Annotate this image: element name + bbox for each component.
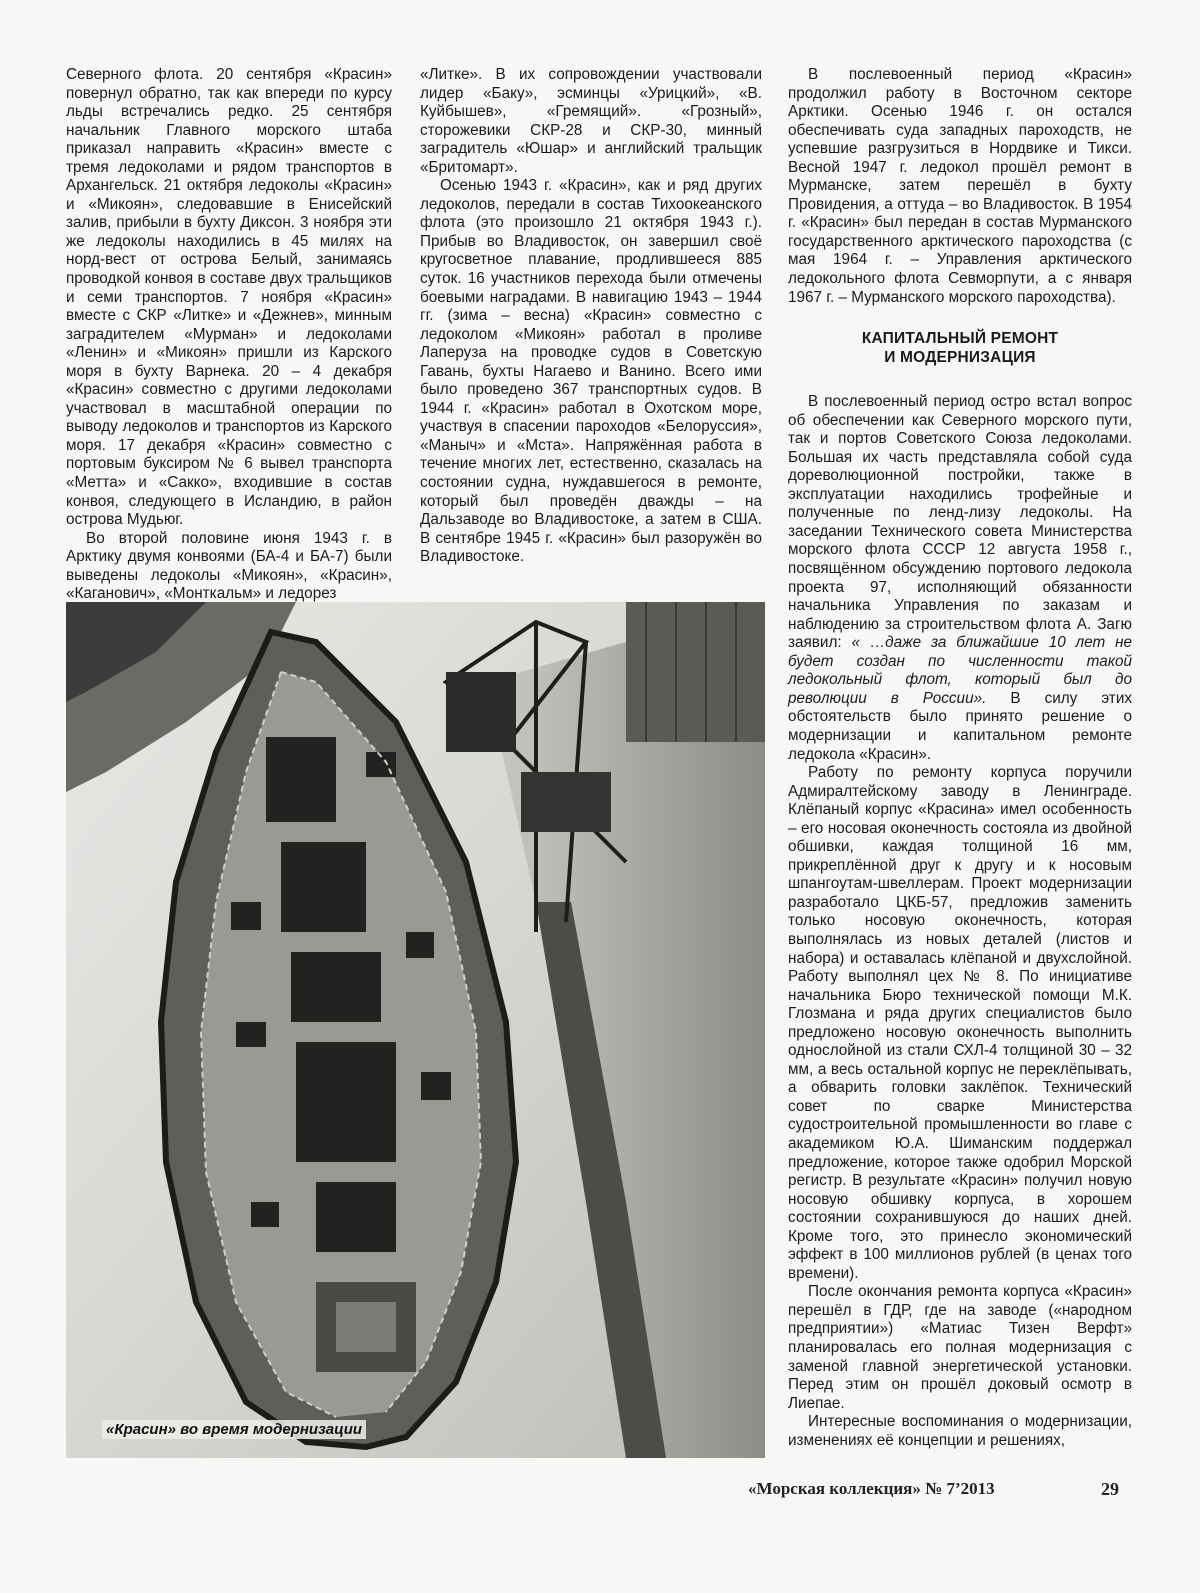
text-column-2 <box>420 66 762 567</box>
section-heading <box>788 329 1132 367</box>
text-column-1 <box>66 66 392 604</box>
paragraph: Во второй половине июня 1943 г. в Арктику двумя конвоями (БА-4 и БА-7) были выведены ледоколы «Микоян», «Красин», «Каганович», «Монткальм» и ледорез <box>66 530 392 604</box>
paragraph <box>788 393 1132 764</box>
icebreaker-photo-illustration <box>66 602 765 1458</box>
paragraph: Работу по ремонту корпуса поручили Адмиралтейскому заводу в Ленинграде. Клёпаный корпус «Красина» имел особенность – его носовая оконечность состояла из двойной обшивки, каждая толщиной 16 мм, прикреплённой друг к другу и к носовым шпангоутам-швеллерам. Проект модернизации разработало ЦКБ-57, предложив заменить только носовую оконечность, которая выполнялась из новых деталей (листов и набора) и оставалась клёпаной и двухслойной. Работу выполнял цех № 8. По инициативе начальника Бюро технической помощи М.К. Глозмана и ряда других специалистов было предложено носовую оконечность выполнить однослойной из стали СХЛ-4 толщиной 30 – 32 мм, а весь остальной корпус не переклёпывать, а обварить головки заклёпок. Технический совет по сварке Министерства судостроительной промышленности во главе с академиком Ю.А. Шиманским поддержал предложение, которое также одобрил Морской регистр. В результате «Красин» получил новую носовую обшивку корпуса, в хорошем состоянии сохранившуюся до наших дней. Кроме того, это принесло экономический эффект в 100 миллионов рублей (в ценах того времени). <box>788 764 1132 1283</box>
paragraph-text: В силу этих обстоятельств было принято решение о модернизации и капитальном ремонте ледокола «Красин». <box>788 690 1132 763</box>
text-column-3 <box>788 66 1132 1450</box>
paragraph: Осенью 1943 г. «Красин», как и ряд других ледоколов, передали в состав Тихоокеанского флота (это произошло 21 октября 1943 г.). Прибыв во Владивосток, он завершил своё кругосветное плавание, продлившееся 885 суток. 16 участников перехода были отмечены боевыми наградами. В навигацию 1943 – 1944 гг. (зима – весна) «Красин» совместно с ледоколом «Микоян» работал в проливе Лаперуза на проводке судов в Советскую Гавань, бухты Нагаево и Ванино. Всего ими было проведено 367 транспортных судов. В 1944 г. «Красин» работал в Охотском море, участвуя в спасении пароходов «Белоруссия», «Маныч» и «Мста». Напряжённая работа в течение многих лет, естественно, сказалась на состоянии судна, нуждавшегося в ремонте, который был проведён дважды – на Дальзаводе во Владивостоке, а затем в США. В сентябре 1945 г. «Красин» был разоружён во Владивостоке. <box>420 177 762 566</box>
paragraph: «Литке». В их сопровождении участвовали лидер «Баку», эсминцы «Урицкий», «В. Куйбышев», «Гремящий». «Грозный», сторожевики СКР-28 и СКР-30, минный заградитель «Юшар» и английский тральщик «Бритомарт». <box>420 66 762 177</box>
quote-text: « …даже за ближайшие 10 лет не будет создан по численности такой ледокольный флот, который был до революции в России». <box>788 634 1132 707</box>
paragraph: В послевоенный период «Красин» продолжил работу в Восточном секторе Арктики. Осенью 1946 г. он остался обеспечивать суда западных пароходств, не успевшие разгрузиться в Нордвике и Тикси. Весной 1947 г. ледокол прошёл ремонт в Мурманске, затем перешёл в бухту Провидения, а оттуда – во Владивосток. В 1954 г. «Красин» был передан в состав Мурманского государственного арктического пароходства (с мая 1964 г. – Управления арктического ледокольного флота Севморпути, а с января 1967 г. – Мурманского морского пароходства). <box>788 66 1132 307</box>
magazine-title: «Морская коллекция» № 7’2013 <box>748 1479 995 1499</box>
page-number: 29 <box>1101 1479 1119 1500</box>
paragraph-text: В послевоенный период остро встал вопрос об обеспечении как Северного морского пути, так и портов Советского Союза ледоколами. Большая их часть представляла собой суда дореволюционной постройки, также в эксплуатации находились трофейные и полученные по ленд-лизу ледоколы. На заседании Технического совета Министерства морского флота СССР 12 августа 1958 г., посвящённом обсуждению портового ледокола проекта 97, исполняющий обязанности начальника Управления по заказам и наблюдению за строительством флота А. Загю заявил: <box>788 393 1132 651</box>
paragraph: Интересные воспоминания о модернизации, изменениях её концепции и решениях, <box>788 1413 1132 1450</box>
photo-caption: «Красин» во время модернизации <box>102 1420 366 1439</box>
section-heading-line: КАПИТАЛЬНЫЙ РЕМОНТ <box>788 329 1132 348</box>
paragraph: Северного флота. 20 сентября «Красин» повернул обратно, так как впереди по курсу льды встречались редко. 25 сентября начальник Главного морского штаба приказал направить «Красин» вместе с тремя ледоколами и рядом транспортов в Архангельск. 21 октября ледоколы «Красин» и «Микоян», следовавшие в Енисейский залив, прибыли в бухту Диксон. 3 ноября эти же ледоколы находились в 45 милях на норд-вест от острова Белый, занимаясь проводкой конвоя в составе двух тральщиков и семи транспортов. 7 ноября «Красин» вместе с СКР «Литке» и «Дежнев», минным заградителем «Мурман» и ледоколами «Ленин» и «Микоян» пришли из Карского моря в бухту Варнека. 20 – 4 декабря «Красин» совместно с другими ледоколами участвовал в масштабной операции по выводу ледоколов и транспортов из Карского моря. 17 декабря «Красин» совместно с портовым буксиром № 6 вывел транспорта «Метта» и «Сакко», входившие в состав конвоя, следующего в Исландию, в район острова Мудьюг. <box>66 66 392 530</box>
icebreaker-photo <box>66 602 765 1458</box>
paragraph: После окончания ремонта корпуса «Красин» перешёл в ГДР, где на заводе («народном предприятии») «Матиас Тизен Верфт» планировалась его полная модернизация с заменой главной энергетической установки. Перед этим он прошёл доковый осмотр в Лиепае. <box>788 1283 1132 1413</box>
section-heading-line: И МОДЕРНИЗАЦИЯ <box>788 348 1132 367</box>
